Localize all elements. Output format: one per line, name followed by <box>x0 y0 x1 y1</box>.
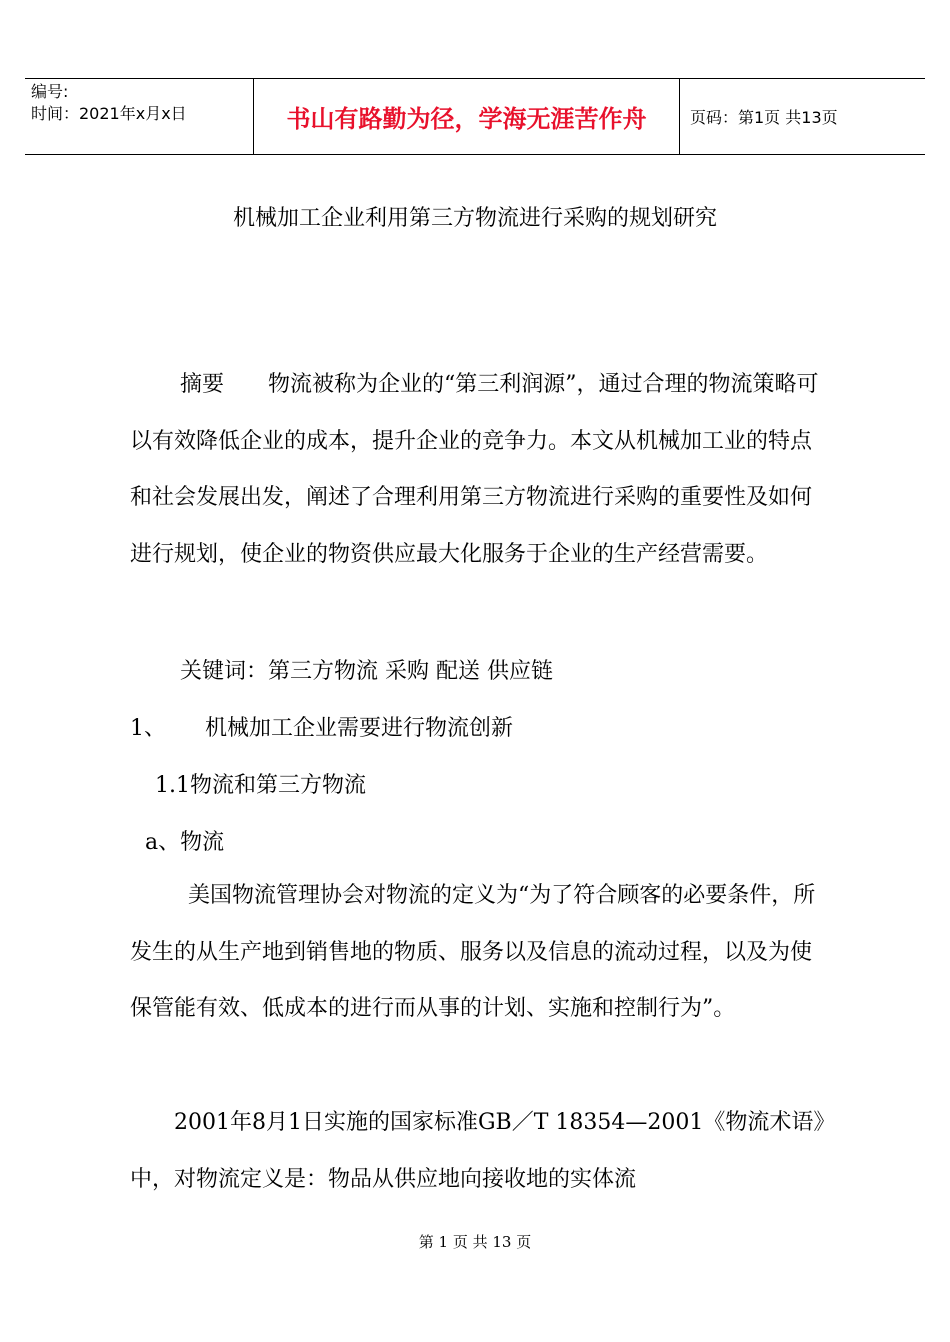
subsection-a-heading: a、物流 <box>145 830 225 855</box>
header-meta-cell <box>25 79 254 154</box>
header-motto: 书山有路勤为径，学海无涯苦作舟 <box>286 105 647 133</box>
header-page-cell <box>680 79 925 154</box>
section-1-heading: 机械加工企业需要进行物流创新 <box>205 716 514 741</box>
header-page-info: 页码：第1页 共13页 <box>690 108 838 127</box>
document-number-label: 编号: <box>31 82 69 101</box>
section-1-1-heading: 1.1物流和第三方物流 <box>155 773 366 798</box>
document-title: 机械加工企业利用第三方物流进行采购的规划研究 <box>232 206 717 231</box>
keywords-line: 关键词：第三方物流 采购 配送 供应链 <box>180 659 553 684</box>
definition-paragraph-2: 2001年8月1日实施的国家标准GB／T 18354—2001《物流术语》中，对物流定义是：物品从供应地向接收地的实体流 <box>130 1110 825 1192</box>
page-footer: 第 1 页 共 13 页 <box>418 1233 532 1251</box>
definition-paragraph-1: 美国物流管理协会对物流的定义为“为了符合顾客的必要条件，所发生的从生产地到销售地的物质、服务以及信息的流动过程，以及为使保管能有效、低成本的进行而从事的计划、实施和控制行为”。 <box>130 883 816 1022</box>
abstract-paragraph: 摘要 物流被称为企业的“第三利润源”，通过合理的物流策略可以有效降低企业的成本，提升企业的竞争力。本文从机械加工业的特点和社会发展出发，阐述了合理利用第三方物流进行采购的重要性及如何进行规划，使企业的物资供应最大化服务于企业的生产经营需要。 <box>130 372 819 568</box>
document-time-label: 时间：2021年x月x日 <box>31 104 187 123</box>
header-motto-cell <box>254 79 680 154</box>
document-header <box>25 78 925 155</box>
section-1-number: 1、 <box>130 716 166 741</box>
